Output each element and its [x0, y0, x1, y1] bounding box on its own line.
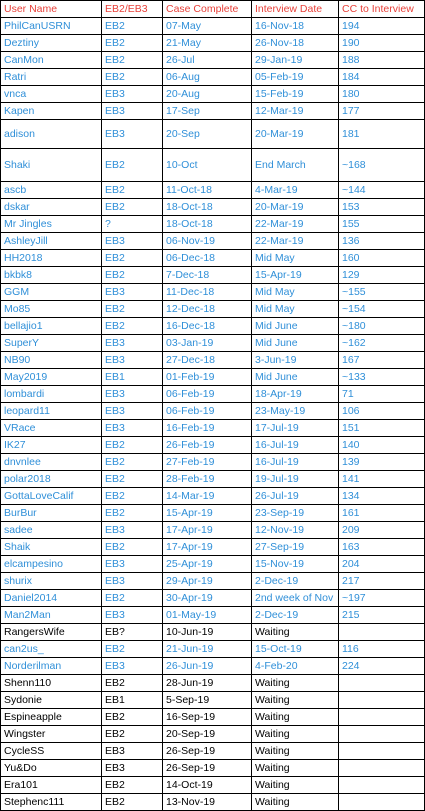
category-cell[interactable]: EB2 — [102, 69, 163, 86]
cc-to-interview-cell[interactable]: 181 — [339, 120, 425, 149]
interview-date-cell[interactable]: 05-Feb-19 — [252, 69, 339, 86]
table-row — [1, 590, 425, 607]
interview-date-cell[interactable]: 20-Mar-19 — [252, 120, 339, 149]
interview-date-cell[interactable]: 18-Apr-19 — [252, 386, 339, 403]
user-name-cell[interactable]: CanMon — [1, 52, 102, 69]
table-row — [1, 760, 425, 777]
category-cell[interactable]: EB3 — [102, 86, 163, 103]
table-row — [1, 335, 425, 352]
cc-to-interview-cell[interactable]: 140 — [339, 437, 425, 454]
user-name-cell[interactable]: Espineapple — [1, 709, 102, 726]
interview-date-cell[interactable]: Waiting — [252, 777, 339, 794]
category-cell[interactable]: EB3 — [102, 743, 163, 760]
cc-to-interview-cell[interactable]: 129 — [339, 267, 425, 284]
table-row — [1, 607, 425, 624]
user-name-cell[interactable]: VRace — [1, 420, 102, 437]
category-cell[interactable]: EB2 — [102, 149, 163, 182]
cc-to-interview-cell[interactable] — [339, 624, 425, 641]
user-name-cell[interactable]: adison — [1, 120, 102, 149]
table-row — [1, 301, 425, 318]
header-row — [1, 1, 425, 18]
table-row — [1, 471, 425, 488]
case-complete-cell[interactable]: 16-Sep-19 — [163, 709, 252, 726]
user-name-cell[interactable]: Shenn110 — [1, 675, 102, 692]
user-name-cell[interactable]: Mo85 — [1, 301, 102, 318]
category-cell[interactable]: EB2 — [102, 52, 163, 69]
user-name-cell[interactable]: Shaki — [1, 149, 102, 182]
user-name-cell[interactable]: HH2018 — [1, 250, 102, 267]
category-cell[interactable]: EB2 — [102, 726, 163, 743]
user-name-cell[interactable]: vnca — [1, 86, 102, 103]
interview-date-cell[interactable]: Mid June — [252, 369, 339, 386]
table-row — [1, 641, 425, 658]
interview-date-cell[interactable]: Mid June — [252, 318, 339, 335]
interview-date-cell[interactable]: 15-Oct-19 — [252, 641, 339, 658]
cc-to-interview-cell[interactable] — [339, 675, 425, 692]
table-row — [1, 18, 425, 35]
category-cell[interactable]: EB2 — [102, 505, 163, 522]
user-name-cell[interactable]: shurix — [1, 573, 102, 590]
interview-date-cell[interactable]: Mid May — [252, 284, 339, 301]
case-complete-cell[interactable]: 28-Jun-19 — [163, 675, 252, 692]
case-complete-cell[interactable]: 26-Jun-19 — [163, 658, 252, 675]
case-complete-cell[interactable]: 06-Dec-18 — [163, 250, 252, 267]
category-cell[interactable]: EB3 — [102, 284, 163, 301]
user-name-cell[interactable]: lombardi — [1, 386, 102, 403]
category-cell[interactable]: EB1 — [102, 692, 163, 709]
user-name-cell[interactable]: SuperY — [1, 335, 102, 352]
case-complete-cell[interactable]: 06-Feb-19 — [163, 403, 252, 420]
case-complete-cell[interactable]: 29-Apr-19 — [163, 573, 252, 590]
table-row — [1, 454, 425, 471]
case-complete-cell[interactable]: 14-Oct-19 — [163, 777, 252, 794]
category-cell[interactable]: EB3 — [102, 556, 163, 573]
category-cell[interactable]: EB3 — [102, 760, 163, 777]
case-complete-cell[interactable]: 25-Apr-19 — [163, 556, 252, 573]
interview-date-cell[interactable]: 22-Mar-19 — [252, 233, 339, 250]
table-row — [1, 743, 425, 760]
table-row — [1, 35, 425, 52]
case-complete-cell[interactable]: 20-Sep-19 — [163, 726, 252, 743]
user-name-cell[interactable]: can2us_ — [1, 641, 102, 658]
table-row — [1, 369, 425, 386]
user-name-cell[interactable]: Sydonie — [1, 692, 102, 709]
case-complete-cell[interactable]: 11-Dec-18 — [163, 284, 252, 301]
category-cell[interactable]: EB3 — [102, 352, 163, 369]
category-cell[interactable]: EB2 — [102, 539, 163, 556]
table-row — [1, 69, 425, 86]
case-complete-cell[interactable]: 16-Feb-19 — [163, 420, 252, 437]
table-row — [1, 522, 425, 539]
case-complete-cell[interactable]: 5-Sep-19 — [163, 692, 252, 709]
user-name-cell[interactable]: Era101 — [1, 777, 102, 794]
cc-to-interview-cell[interactable]: 106 — [339, 403, 425, 420]
user-name-cell[interactable]: Daniel2014 — [1, 590, 102, 607]
case-complete-cell[interactable]: 10-Jun-19 — [163, 624, 252, 641]
column-header-category[interactable]: EB2/EB3 — [102, 1, 163, 18]
interview-date-cell[interactable]: Waiting — [252, 726, 339, 743]
user-name-cell[interactable]: May2019 — [1, 369, 102, 386]
cc-to-interview-cell[interactable]: 209 — [339, 522, 425, 539]
user-name-cell[interactable]: BurBur — [1, 505, 102, 522]
cc-to-interview-cell[interactable]: 161 — [339, 505, 425, 522]
cc-to-interview-cell[interactable]: 224 — [339, 658, 425, 675]
table-row — [1, 488, 425, 505]
user-name-cell[interactable]: Wingster — [1, 726, 102, 743]
user-name-cell[interactable]: GGM — [1, 284, 102, 301]
user-name-cell[interactable]: Shaik — [1, 539, 102, 556]
cc-to-interview-cell[interactable] — [339, 777, 425, 794]
interview-date-cell[interactable]: 2nd week of Nov — [252, 590, 339, 607]
interview-date-cell[interactable]: 19-Jul-19 — [252, 471, 339, 488]
table-row — [1, 199, 425, 216]
interview-date-cell[interactable]: Waiting — [252, 743, 339, 760]
interview-date-cell[interactable]: Mid June — [252, 335, 339, 352]
table-row — [1, 794, 425, 811]
table-row — [1, 420, 425, 437]
table-row — [1, 505, 425, 522]
case-complete-cell[interactable]: 18-Oct-18 — [163, 216, 252, 233]
interview-date-cell[interactable]: 26-Nov-18 — [252, 35, 339, 52]
cc-to-interview-cell[interactable]: 141 — [339, 471, 425, 488]
case-complete-cell[interactable]: 17-Apr-19 — [163, 539, 252, 556]
table-row — [1, 120, 425, 149]
case-complete-cell[interactable]: 27-Feb-19 — [163, 454, 252, 471]
case-complete-cell[interactable]: 06-Nov-19 — [163, 233, 252, 250]
category-cell[interactable]: EB3 — [102, 607, 163, 624]
interview-date-cell[interactable]: Waiting — [252, 624, 339, 641]
cc-to-interview-cell[interactable] — [339, 692, 425, 709]
table-row — [1, 726, 425, 743]
cc-to-interview-cell[interactable]: 155 — [339, 216, 425, 233]
interview-date-cell[interactable]: 4-Mar-19 — [252, 182, 339, 199]
case-complete-cell[interactable]: 28-Feb-19 — [163, 471, 252, 488]
interview-date-cell[interactable]: 15-Nov-19 — [252, 556, 339, 573]
column-header-user-name[interactable]: User Name — [1, 1, 102, 18]
category-cell[interactable]: EB2 — [102, 471, 163, 488]
table-header — [1, 1, 425, 18]
category-cell[interactable]: EB2 — [102, 318, 163, 335]
category-cell[interactable]: EB3 — [102, 403, 163, 420]
case-complete-cell[interactable]: 20-Aug — [163, 86, 252, 103]
interview-date-cell[interactable]: 20-Mar-19 — [252, 199, 339, 216]
user-name-cell[interactable]: RangersWife — [1, 624, 102, 641]
user-name-cell[interactable]: Ratri — [1, 69, 102, 86]
user-name-cell[interactable]: bkbk8 — [1, 267, 102, 284]
case-complete-cell[interactable]: 15-Apr-19 — [163, 505, 252, 522]
table-row — [1, 624, 425, 641]
cc-to-interview-cell[interactable]: ~144 — [339, 182, 425, 199]
interview-date-cell[interactable]: 23-Sep-19 — [252, 505, 339, 522]
table-row — [1, 149, 425, 182]
case-complete-cell[interactable]: 14-Mar-19 — [163, 488, 252, 505]
cc-to-interview-cell[interactable]: 194 — [339, 18, 425, 35]
cc-to-interview-cell[interactable]: 116 — [339, 641, 425, 658]
cc-to-interview-cell[interactable]: 167 — [339, 352, 425, 369]
cc-to-interview-cell[interactable]: 151 — [339, 420, 425, 437]
interview-date-cell[interactable]: 27-Sep-19 — [252, 539, 339, 556]
cc-to-interview-cell[interactable]: ~155 — [339, 284, 425, 301]
interview-date-cell[interactable]: 15-Feb-19 — [252, 86, 339, 103]
table-row — [1, 403, 425, 420]
case-complete-cell[interactable]: 26-Jul — [163, 52, 252, 69]
category-cell[interactable]: EB2 — [102, 488, 163, 505]
column-header-interview-date[interactable]: Interview Date — [252, 1, 339, 18]
table-row — [1, 233, 425, 250]
user-name-cell[interactable]: polar2018 — [1, 471, 102, 488]
cc-to-interview-cell[interactable]: 190 — [339, 35, 425, 52]
case-complete-cell[interactable]: 12-Dec-18 — [163, 301, 252, 318]
category-cell[interactable]: EB3 — [102, 120, 163, 149]
table-row — [1, 573, 425, 590]
cc-to-interview-cell[interactable]: 153 — [339, 199, 425, 216]
interview-date-cell[interactable]: 22-Mar-19 — [252, 216, 339, 233]
user-name-cell[interactable]: Mr Jingles — [1, 216, 102, 233]
category-cell[interactable]: EB3 — [102, 420, 163, 437]
table-row — [1, 52, 425, 69]
interview-date-cell[interactable]: 3-Jun-19 — [252, 352, 339, 369]
interview-date-cell[interactable]: 12-Mar-19 — [252, 103, 339, 120]
table-row — [1, 777, 425, 794]
table-row — [1, 675, 425, 692]
user-name-cell[interactable]: Deztiny — [1, 35, 102, 52]
user-name-cell[interactable]: CycleSS — [1, 743, 102, 760]
table-row — [1, 267, 425, 284]
user-name-cell[interactable]: Norderilman — [1, 658, 102, 675]
category-cell[interactable]: EB3 — [102, 386, 163, 403]
cc-to-interview-cell[interactable]: ~133 — [339, 369, 425, 386]
case-complete-cell[interactable]: 13-Nov-19 — [163, 794, 252, 811]
interview-date-cell[interactable]: 2-Dec-19 — [252, 573, 339, 590]
user-name-cell[interactable]: GottaLoveCalif — [1, 488, 102, 505]
category-cell[interactable]: EB2 — [102, 182, 163, 199]
category-cell[interactable]: EB3 — [102, 103, 163, 120]
category-cell[interactable]: EB2 — [102, 641, 163, 658]
interview-date-cell[interactable]: 16-Jul-19 — [252, 437, 339, 454]
case-complete-cell[interactable]: 21-Jun-19 — [163, 641, 252, 658]
case-complete-cell[interactable]: 17-Apr-19 — [163, 522, 252, 539]
table-row — [1, 352, 425, 369]
interview-date-cell[interactable]: 15-Apr-19 — [252, 267, 339, 284]
interview-date-cell[interactable]: Waiting — [252, 675, 339, 692]
case-complete-cell[interactable]: 18-Oct-18 — [163, 199, 252, 216]
interview-date-cell[interactable]: Mid May — [252, 250, 339, 267]
interview-date-cell[interactable]: 2-Dec-19 — [252, 607, 339, 624]
interview-date-cell[interactable]: 26-Jul-19 — [252, 488, 339, 505]
user-name-cell[interactable]: bellajio1 — [1, 318, 102, 335]
category-cell[interactable]: EB2 — [102, 675, 163, 692]
case-complete-cell[interactable]: 07-May — [163, 18, 252, 35]
table-row — [1, 556, 425, 573]
interview-date-cell[interactable]: Waiting — [252, 794, 339, 811]
case-complete-cell[interactable]: 30-Apr-19 — [163, 590, 252, 607]
cc-to-interview-cell[interactable]: ~154 — [339, 301, 425, 318]
column-header-case-complete[interactable]: Case Complete — [163, 1, 252, 18]
cc-to-interview-cell[interactable]: 134 — [339, 488, 425, 505]
category-cell[interactable]: EB2 — [102, 18, 163, 35]
cc-to-interview-cell[interactable]: ~180 — [339, 318, 425, 335]
case-complete-cell[interactable]: 26-Sep-19 — [163, 760, 252, 777]
cc-to-interview-cell[interactable]: ~162 — [339, 335, 425, 352]
cc-to-interview-cell[interactable]: ~197 — [339, 590, 425, 607]
category-cell[interactable]: EB3 — [102, 522, 163, 539]
user-name-cell[interactable]: AshleyJill — [1, 233, 102, 250]
interview-date-cell[interactable]: Waiting — [252, 692, 339, 709]
category-cell[interactable]: EB2 — [102, 777, 163, 794]
interview-date-cell[interactable]: 16-Nov-18 — [252, 18, 339, 35]
cc-to-interview-cell[interactable]: 217 — [339, 573, 425, 590]
user-name-cell[interactable]: PhilCanUSRN — [1, 18, 102, 35]
cc-to-interview-cell[interactable]: 71 — [339, 386, 425, 403]
cc-to-interview-cell[interactable] — [339, 760, 425, 777]
table-row — [1, 86, 425, 103]
cc-to-interview-cell[interactable] — [339, 726, 425, 743]
table-row — [1, 216, 425, 233]
category-cell[interactable]: EB2 — [102, 590, 163, 607]
interview-date-cell[interactable]: Mid May — [252, 301, 339, 318]
interview-date-cell[interactable]: 12-Nov-19 — [252, 522, 339, 539]
case-complete-cell[interactable]: 20-Sep — [163, 120, 252, 149]
category-cell[interactable]: EB2 — [102, 35, 163, 52]
case-complete-cell[interactable]: 06-Feb-19 — [163, 386, 252, 403]
case-complete-cell[interactable]: 01-Feb-19 — [163, 369, 252, 386]
user-name-cell[interactable]: ascb — [1, 182, 102, 199]
case-complete-cell[interactable]: 01-May-19 — [163, 607, 252, 624]
cc-to-interview-cell[interactable]: 139 — [339, 454, 425, 471]
table-row — [1, 539, 425, 556]
user-name-cell[interactable]: leopard11 — [1, 403, 102, 420]
interview-date-cell[interactable]: End March — [252, 149, 339, 182]
cc-to-interview-cell[interactable]: 215 — [339, 607, 425, 624]
table-row — [1, 386, 425, 403]
case-complete-cell[interactable]: 03-Jan-19 — [163, 335, 252, 352]
user-name-cell[interactable]: dskar — [1, 199, 102, 216]
case-complete-cell[interactable]: 11-Oct-18 — [163, 182, 252, 199]
category-cell[interactable]: EB3 — [102, 658, 163, 675]
user-name-cell[interactable]: IK27 — [1, 437, 102, 454]
case-complete-cell[interactable]: 26-Feb-19 — [163, 437, 252, 454]
interview-date-cell[interactable]: Waiting — [252, 760, 339, 777]
cc-to-interview-cell[interactable]: 184 — [339, 69, 425, 86]
table-row — [1, 284, 425, 301]
cc-to-interview-cell[interactable]: ~168 — [339, 149, 425, 182]
case-complete-cell[interactable]: 27-Dec-18 — [163, 352, 252, 369]
cc-to-interview-cell[interactable]: 180 — [339, 86, 425, 103]
table-body — [1, 18, 425, 811]
case-complete-cell[interactable]: 17-Sep — [163, 103, 252, 120]
user-name-cell[interactable]: Yu&Do — [1, 760, 102, 777]
interview-date-cell[interactable]: 23-May-19 — [252, 403, 339, 420]
table-row — [1, 709, 425, 726]
user-name-cell[interactable]: NB90 — [1, 352, 102, 369]
case-complete-cell[interactable]: 06-Aug — [163, 69, 252, 86]
case-complete-cell[interactable]: 7-Dec-18 — [163, 267, 252, 284]
table-row — [1, 103, 425, 120]
interview-date-cell[interactable]: 16-Jul-19 — [252, 454, 339, 471]
interview-date-cell[interactable]: 17-Jul-19 — [252, 420, 339, 437]
cc-to-interview-cell[interactable] — [339, 794, 425, 811]
cc-to-interview-cell[interactable]: 177 — [339, 103, 425, 120]
user-name-cell[interactable]: sadee — [1, 522, 102, 539]
table-row — [1, 250, 425, 267]
case-complete-cell[interactable]: 10-Oct — [163, 149, 252, 182]
interview-date-cell[interactable]: Waiting — [252, 709, 339, 726]
user-name-cell[interactable]: Kapen — [1, 103, 102, 120]
interview-date-cell[interactable]: 4-Feb-20 — [252, 658, 339, 675]
category-cell[interactable]: EB2 — [102, 709, 163, 726]
table-row — [1, 182, 425, 199]
cc-to-interview-cell[interactable]: 136 — [339, 233, 425, 250]
category-cell[interactable]: EB3 — [102, 335, 163, 352]
case-complete-cell[interactable]: 16-Dec-18 — [163, 318, 252, 335]
category-cell[interactable]: EB3 — [102, 573, 163, 590]
category-cell[interactable]: EB? — [102, 624, 163, 641]
table-row — [1, 318, 425, 335]
cc-to-interview-cell[interactable] — [339, 743, 425, 760]
category-cell[interactable]: ? — [102, 216, 163, 233]
category-cell[interactable]: EB2 — [102, 454, 163, 471]
user-name-cell[interactable]: Man2Man — [1, 607, 102, 624]
table-row — [1, 437, 425, 454]
category-cell[interactable]: EB2 — [102, 794, 163, 811]
interview-date-cell[interactable]: 29-Jan-19 — [252, 52, 339, 69]
category-cell[interactable]: EB2 — [102, 437, 163, 454]
table-row — [1, 658, 425, 675]
category-cell[interactable]: EB1 — [102, 369, 163, 386]
category-cell[interactable]: EB2 — [102, 250, 163, 267]
table-row — [1, 692, 425, 709]
column-header-cc-to-interview[interactable]: CC to Interview — [339, 1, 425, 18]
user-name-cell[interactable]: Stephenc111 — [1, 794, 102, 811]
cc-to-interview-cell[interactable]: 160 — [339, 250, 425, 267]
cc-to-interview-cell[interactable] — [339, 709, 425, 726]
case-complete-cell[interactable]: 26-Sep-19 — [163, 743, 252, 760]
user-name-cell[interactable]: dnvnlee — [1, 454, 102, 471]
cc-to-interview-cell[interactable]: 204 — [339, 556, 425, 573]
category-cell[interactable]: EB3 — [102, 233, 163, 250]
category-cell[interactable]: EB2 — [102, 267, 163, 284]
cc-to-interview-cell[interactable]: 163 — [339, 539, 425, 556]
category-cell[interactable]: EB2 — [102, 301, 163, 318]
cc-to-interview-cell[interactable]: 188 — [339, 52, 425, 69]
user-name-cell[interactable]: elcampesino — [1, 556, 102, 573]
category-cell[interactable]: EB2 — [102, 199, 163, 216]
case-complete-cell[interactable]: 21-May — [163, 35, 252, 52]
